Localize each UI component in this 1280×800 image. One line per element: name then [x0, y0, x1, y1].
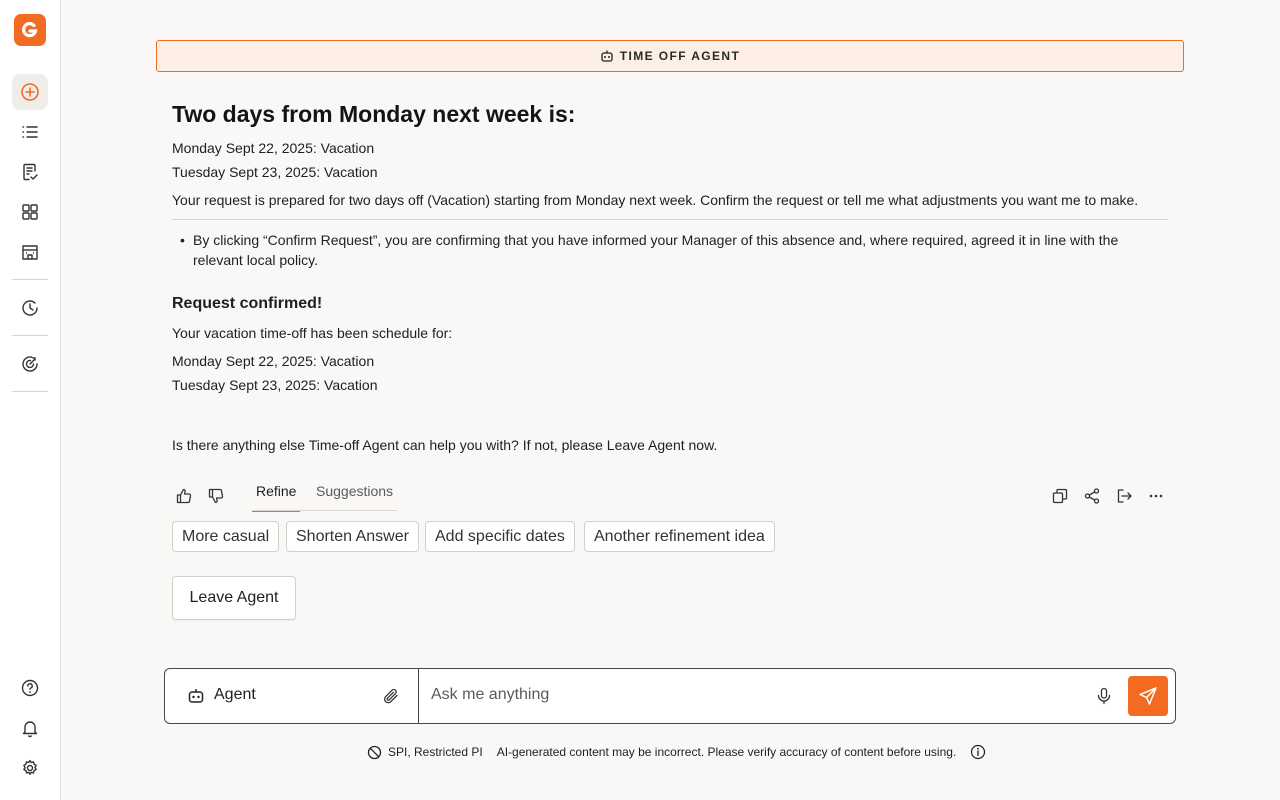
new-chat-button[interactable]: [12, 74, 48, 110]
agent-selector-label: Agent: [214, 686, 256, 703]
thumbs-up-button[interactable]: [172, 484, 196, 508]
more-button[interactable]: [1144, 484, 1168, 508]
share-icon: [1083, 487, 1101, 505]
exit-icon: [1115, 487, 1133, 505]
sidebar-item-workspace[interactable]: [12, 234, 48, 270]
day-line: Monday Sept 22, 2025: Vacation: [172, 140, 375, 156]
microphone-icon[interactable]: [1095, 687, 1113, 705]
leave-agent-button[interactable]: Leave Agent: [172, 576, 296, 620]
gear-icon: [20, 758, 40, 778]
building-icon: [20, 242, 40, 262]
sidebar-divider: [12, 279, 48, 280]
closing-text: Is there anything else Time-off Agent can help you with? If not, please Leave Agent now.: [172, 437, 718, 453]
list-icon: [20, 122, 40, 142]
sidebar-item-apps[interactable]: [12, 194, 48, 230]
divider: [172, 219, 1168, 220]
info-icon[interactable]: [970, 744, 986, 760]
agent-banner-label: TIME OFF AGENT: [619, 49, 741, 63]
sidebar-item-goals[interactable]: [12, 346, 48, 382]
chip-more-casual[interactable]: More casual: [172, 521, 279, 552]
copy-icon: [1051, 487, 1069, 505]
classification-label: SPI, Restricted PI: [388, 745, 483, 759]
checklist-icon: [20, 162, 40, 182]
chip-shorten-answer[interactable]: Shorten Answer: [286, 521, 419, 552]
more-icon: [1147, 487, 1165, 505]
thumbs-down-button[interactable]: [204, 484, 228, 508]
prohibited-icon: [367, 745, 382, 760]
paperclip-icon[interactable]: [382, 687, 400, 705]
footer: [367, 743, 986, 761]
sidebar-item-tasks[interactable]: [12, 154, 48, 190]
help-icon: [20, 678, 40, 698]
sidebar-item-list[interactable]: [12, 114, 48, 150]
sidebar-divider: [12, 335, 48, 336]
tab-suggestions[interactable]: Suggestions: [316, 483, 394, 499]
bell-icon: [20, 718, 40, 738]
tab-refine[interactable]: Refine: [252, 476, 300, 512]
policy-bullet: • By clicking “Confirm Request”, you are confirming that you have informed your Manager of this absence and, where required, agreed it in line with the relevant local policy.: [180, 230, 1160, 270]
composer: [164, 668, 1176, 724]
send-icon: [1138, 686, 1158, 706]
share-button[interactable]: [1080, 484, 1104, 508]
plus-circle-icon: [20, 82, 40, 102]
brand-logo-icon[interactable]: [14, 14, 46, 46]
chip-add-specific-dates[interactable]: Add specific dates: [425, 521, 575, 552]
message-heading: Two days from Monday next week is:: [172, 101, 576, 127]
robot-icon: [187, 687, 205, 705]
tabs-underline: [252, 510, 397, 511]
help-button[interactable]: [12, 670, 48, 706]
sidebar-divider: [12, 391, 48, 392]
agent-selector[interactable]: [165, 669, 419, 723]
ask-input[interactable]: [431, 686, 1071, 704]
robot-icon: [600, 49, 614, 63]
request-summary: Your request is prepared for two days off (Vacation) starting from Monday next week. Confirm the request or tell me what adjustments you want me to make.: [172, 192, 1139, 208]
export-button[interactable]: [1112, 484, 1136, 508]
clock-icon: [20, 298, 40, 318]
sidebar: [0, 0, 61, 800]
grid-icon: [20, 202, 40, 222]
send-button[interactable]: [1128, 676, 1168, 716]
confirmed-heading: Request confirmed!: [172, 295, 323, 312]
confirmed-intro: Your vacation time-off has been schedule for:: [172, 325, 453, 341]
thumbs-down-icon: [207, 487, 225, 505]
target-icon: [20, 354, 40, 374]
settings-button[interactable]: [12, 750, 48, 786]
notifications-button[interactable]: [12, 710, 48, 746]
day-line: Monday Sept 22, 2025: Vacation: [172, 353, 375, 369]
chip-another-refinement[interactable]: Another refinement idea: [584, 521, 775, 552]
disclaimer-text: AI-generated content may be incorrect. Please verify accuracy of content before using.: [496, 745, 957, 759]
sidebar-item-history[interactable]: [12, 290, 48, 326]
thumbs-up-icon: [175, 487, 193, 505]
copy-button[interactable]: [1048, 484, 1072, 508]
day-line: Tuesday Sept 23, 2025: Vacation: [172, 164, 378, 180]
agent-banner: [156, 40, 1184, 72]
day-line: Tuesday Sept 23, 2025: Vacation: [172, 377, 378, 393]
